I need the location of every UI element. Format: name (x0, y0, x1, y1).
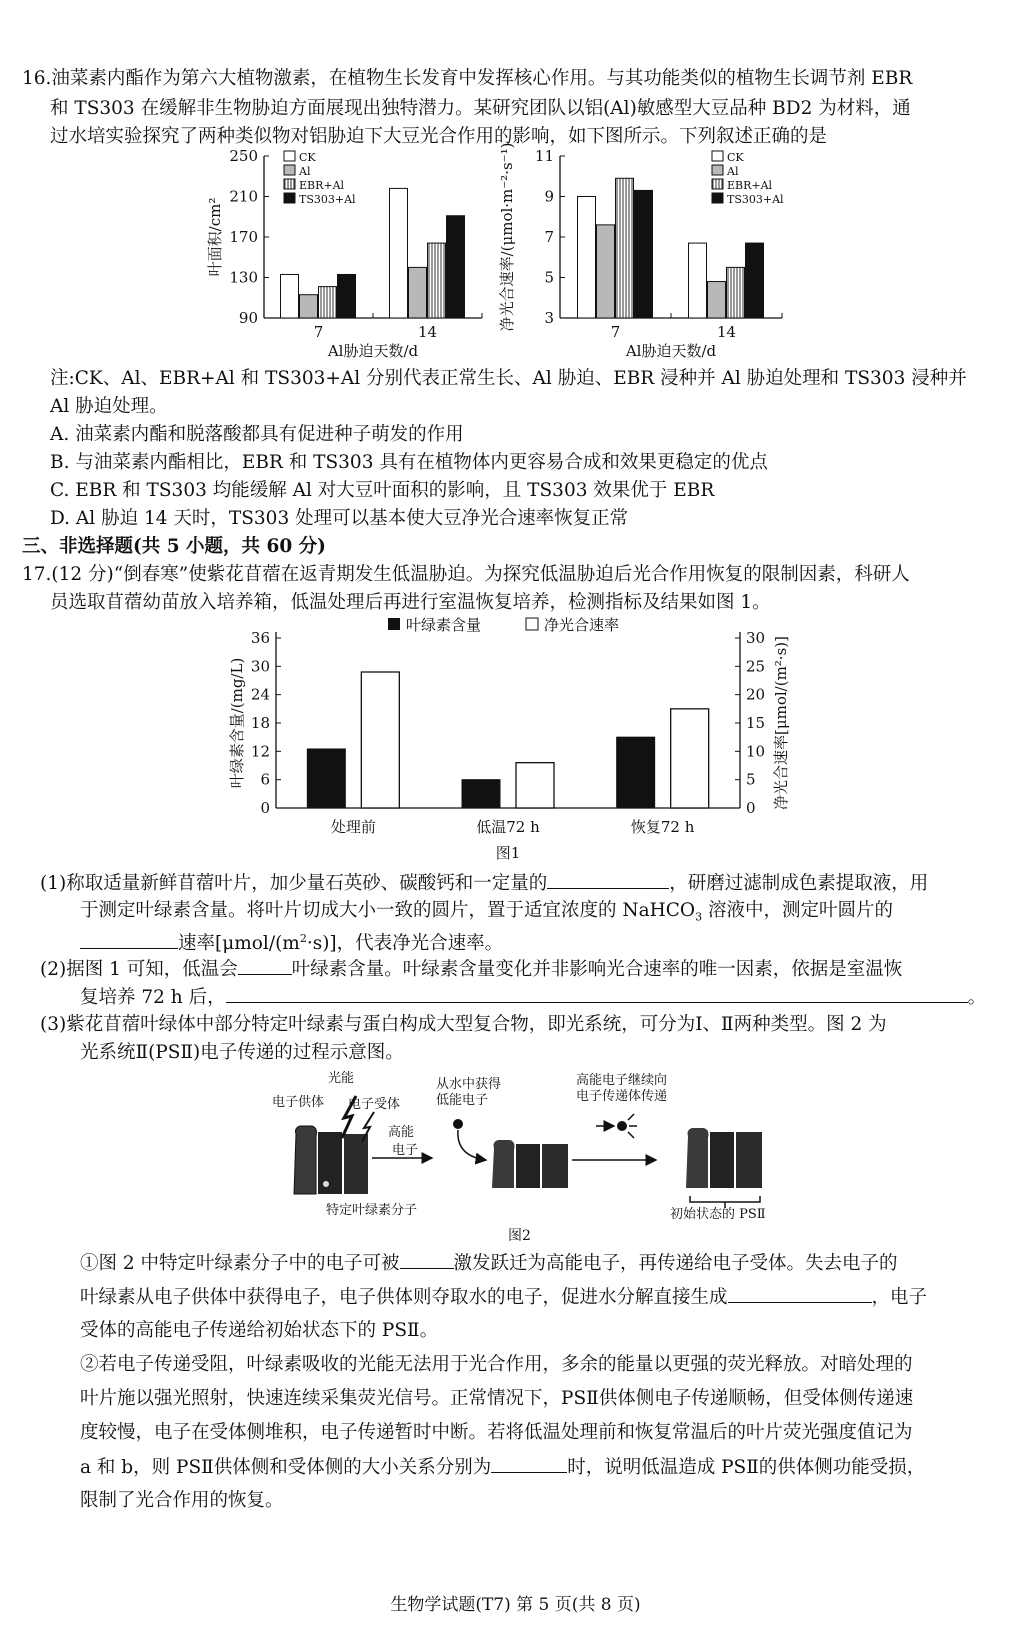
label-electron: 电子 (392, 1143, 419, 1158)
bar-net-photosynthesis (671, 709, 709, 808)
q16-option-c: C. EBR 和 TS303 均能缓解 Al 对大豆叶面积的影响，且 TS303 效果优于 EBR (50, 480, 715, 501)
legend-label: 叶绿素含量 (406, 616, 482, 634)
legend-label: EBR+Al (727, 179, 773, 192)
arrow (458, 1130, 486, 1160)
y-tick-label: 24 (250, 685, 270, 704)
y-tick-label: 18 (250, 714, 270, 732)
q17-part1-line3 (80, 926, 503, 957)
label-donor: 电子供体 (272, 1095, 325, 1110)
bar (338, 274, 356, 318)
legend-swatch (712, 165, 723, 175)
y-tick-label-right: 0 (746, 799, 756, 817)
bar (390, 188, 408, 318)
legend-label: TS303+Al (727, 193, 784, 206)
x-axis-label: Al胁迫天数/d (327, 342, 419, 360)
answer-blank-4[interactable] (226, 984, 968, 1003)
legend-swatch (526, 618, 538, 630)
bar (409, 267, 427, 318)
electron-acceptor-shape (736, 1132, 762, 1188)
q16-note-1: 注:CK、Al、EBR+Al 和 TS303+Al 分别代表正常生长、Al 胁迫、EBR 浸种并 Al 胁迫处理和 TS303 浸种并 (50, 368, 967, 389)
q17-p2-text-c: 复培养 72 h 后， (80, 987, 226, 1008)
figure2-diagram (260, 1066, 800, 1246)
electron-donor-shape (492, 1140, 515, 1188)
bar-net-photosynthesis (516, 763, 554, 808)
legend-swatch (712, 193, 723, 203)
glow-icon (628, 1114, 637, 1138)
y-tick-label: 0 (260, 799, 270, 817)
bar (727, 267, 745, 318)
y-tick-label: 11 (534, 147, 554, 165)
x-tick-label: 7 (610, 323, 621, 341)
y-axis-label-left: 叶绿素含量/(mg/L) (228, 657, 246, 789)
y-tick-label: 250 (229, 147, 258, 165)
x-tick-label: 恢复72 h (630, 818, 695, 836)
section-heading: 三、非选择题(共 5 小题，共 60 分) (22, 536, 326, 557)
answer-blank-5[interactable] (400, 1250, 454, 1269)
q17-s1-line1 (80, 1250, 898, 1277)
q17-s1-text-a: ①图 2 中特定叶绿素分子中的电子可被 (80, 1253, 400, 1274)
y-tick-label: 5 (544, 268, 554, 287)
legend-label: TS303+Al (299, 193, 356, 206)
page-footer: 生物学试题(T7) 第 5 页(共 8 页) (390, 1595, 641, 1615)
legend-swatch (712, 151, 723, 161)
high-energy-electron-icon (617, 1121, 627, 1131)
y-tick-label: 170 (229, 228, 258, 246)
q17-s1-line2 (80, 1284, 927, 1311)
q17-s1-text-d: ，电子 (871, 1287, 928, 1308)
chart-caption: 图1 (495, 844, 521, 862)
q17-p2-text-b: 叶绿素含量。叶绿素含量变化并非影响光合速率的唯一因素，依据是室温恢 (291, 959, 903, 980)
bar (428, 243, 446, 318)
y-tick-label: 7 (544, 228, 554, 246)
answer-blank-2[interactable] (80, 930, 178, 949)
q17-s2-line5: 限制了光合作用的恢复。 (80, 1490, 284, 1511)
label-continue-1: 高能电子继续向 (576, 1073, 668, 1088)
chlorophyll-shape (318, 1132, 342, 1194)
y-tick-label: 130 (229, 268, 258, 287)
x-tick-label: 7 (313, 323, 324, 341)
q17-p1-text-d: 溶液中，测定叶圆片的 (702, 900, 893, 921)
q16-option-a: A. 油菜素内酯和脱落酸都具有促进种子萌发的作用 (50, 424, 464, 445)
chlorophyll-shape (516, 1144, 540, 1188)
legend-label: Al (299, 165, 311, 178)
bar-chlorophyll (617, 737, 655, 808)
q17-s1-text-c: 叶绿素从电子供体中获得电子，电子供体则夺取水的电子，促进水分解直接生成 (80, 1287, 728, 1308)
q17-p1-text-f: ·s)]，代表净光合速率。 (306, 933, 504, 955)
q17-p1-text-a: (1)称取适量新鲜苜蓿叶片，加少量石英砂、碳酸钙和一定量的 (40, 873, 548, 894)
q17-s2-line4 (80, 1454, 925, 1481)
q17-p1-sup: 2 (299, 932, 307, 945)
q17-s2-line3: 度较慢，电子在受体侧堆积，电子传递暂时中断。若将低温处理前和恢复常温后的叶片荧光强度值记为 (80, 1422, 913, 1443)
legend-swatch (284, 151, 295, 161)
y-tick-label: 30 (250, 657, 270, 676)
q17-p1-text-b: ，研磨过滤制成色素提取液，用 (669, 873, 929, 894)
legend-label: Al (727, 165, 739, 178)
bar-chlorophyll (462, 780, 500, 808)
x-tick-label: 处理前 (330, 818, 376, 836)
electron-donor-shape (686, 1128, 709, 1188)
q17-p1-text-c: 于测定叶绿素含量。将叶片切成大小一致的圆片，置于适宜浓度的 NaHCO (80, 900, 696, 921)
y-tick-label: 3 (544, 309, 554, 327)
electron-acceptor-shape (344, 1134, 368, 1194)
chlorophyll-shape (710, 1132, 734, 1188)
bar (578, 197, 596, 319)
y-tick-label-right: 15 (746, 714, 766, 732)
bar (281, 274, 299, 318)
label-initial-ps: 初始状态的 PSⅡ (670, 1207, 766, 1222)
y-tick-label-right: 20 (746, 685, 766, 704)
q17-part1-line1 (40, 870, 928, 897)
electron-acceptor-shape (542, 1144, 568, 1188)
y-tick-label-right: 10 (746, 742, 766, 761)
y-axis-label: 叶面积/cm² (206, 197, 224, 277)
y-tick-label: 90 (238, 309, 258, 327)
q17-s1-text-b: 激发跃迁为高能电子，再传递给电子受体。失去电子的 (453, 1253, 898, 1274)
bar-net-photosynthesis (361, 672, 399, 808)
q17-intro-2: 员选取苜蓿幼苗放入培养箱，低温处理后再进行室温恢复培养，检测指标及结果如图 1。 (50, 592, 771, 613)
q17-part2-line2 (80, 984, 986, 1011)
q16-option-b: B. 与油菜素内酯相比，EBR 和 TS303 具有在植物体内更容易合成和效果更稳定的优点 (50, 452, 768, 473)
x-tick-label: 14 (716, 323, 737, 341)
bar (300, 295, 318, 318)
bar (447, 216, 465, 318)
bar (708, 282, 726, 318)
q17-p1-text-e: 速率[μmol/(m (178, 933, 300, 955)
bar-chlorophyll (307, 749, 345, 808)
label-from-water-1: 从水中获得 (436, 1077, 502, 1092)
legend-label: 净光合速率 (544, 616, 620, 634)
q17-part3-line2: 光系统Ⅱ(PSⅡ)电子传递的过程示意图。 (80, 1042, 404, 1063)
answer-blank-1[interactable] (547, 870, 669, 889)
legend-swatch (388, 618, 400, 630)
label-acceptor: 电子受体 (348, 1097, 401, 1112)
answer-blank-3[interactable] (238, 956, 292, 975)
q17-s2-text-b: 时，说明低温造成 PSⅡ的供体侧功能受损， (567, 1457, 926, 1478)
label-light: 光能 (328, 1071, 355, 1086)
bar (597, 225, 615, 318)
bar (635, 190, 653, 318)
y-tick-label-right: 5 (746, 770, 756, 789)
legend-swatch (284, 179, 295, 189)
label-from-water-2: 低能电子 (436, 1093, 489, 1108)
label-high-energy: 高能 (388, 1125, 415, 1140)
q17-s2-line2: 叶片施以强光照射，快速连续采集荧光信号。正常情况下，PSⅡ供体侧电子传递顺畅，但受体侧传递速 (80, 1388, 914, 1409)
answer-blank-6[interactable] (728, 1284, 872, 1303)
y-tick-label: 36 (250, 629, 270, 647)
answer-blank-7[interactable] (491, 1454, 567, 1473)
q16-note-2: Al 胁迫处理。 (50, 396, 168, 417)
q16-line-3: 过水培实验探究了两种类似物对铝胁迫下大豆光合作用的影响，如下图所示。下列叙述正确的是 (50, 126, 828, 147)
q16-option-d: D. Al 胁迫 14 天时，TS303 处理可以基本使大豆净光合速率恢复正常 (50, 508, 629, 529)
legend-label: CK (727, 151, 744, 164)
y-axis-label-right: 净光合速率[μmol/(m²·s)] (772, 636, 790, 810)
q17-part3-line1: (3)紫花苜蓿叶绿体中部分特定叶绿素与蛋白构成大型复合物，即光系统，可分为Ⅰ、Ⅱ两种类型。图 2 为 (40, 1014, 887, 1035)
figure2-caption: 图2 (508, 1228, 531, 1244)
net-photosynthesis-chart (490, 143, 820, 365)
legend-label: CK (299, 151, 316, 164)
leaf-area-chart (200, 143, 520, 365)
electron-donor-shape (294, 1126, 317, 1194)
label-continue-2: 电子传递体传递 (576, 1089, 668, 1104)
q17-intro-1: 17.(12 分)“倒春寒”使紫花苜蓿在返青期发生低温胁迫。为探究低温胁迫后光合作用恢复的限制因素，科研人 (22, 564, 910, 585)
y-tick-label: 6 (260, 770, 270, 789)
bar (319, 287, 337, 318)
x-tick-label: 低温72 h (476, 818, 540, 836)
bar (689, 243, 707, 318)
middle-complex (492, 1140, 568, 1188)
y-axis-label: 净光合速率/(μmol·m⁻²·s⁻¹) (498, 143, 516, 332)
legend-swatch (284, 165, 295, 175)
q17-p1-sub: 3 (695, 910, 703, 924)
y-tick-label-right: 25 (746, 657, 766, 676)
label-special-chlorophyll: 特定叶绿素分子 (326, 1203, 418, 1218)
legend-label: EBR+Al (299, 179, 345, 192)
q16-line-2: 和 TS303 在缓解非生物胁迫方面展现出独特潜力。某研究团队以铝(Al)敏感型大豆品种 BD2 为材料，通 (50, 98, 911, 119)
q17-p2-text-d: 。 (967, 987, 987, 1008)
legend-swatch (712, 179, 723, 189)
q17-s2-text-a: a 和 b，则 PSⅡ供体侧和受体侧的大小关系分别为 (80, 1457, 492, 1478)
x-tick-label: 14 (417, 323, 438, 341)
x-axis-label: Al胁迫天数/d (625, 342, 717, 360)
q17-part2-line1 (40, 956, 902, 983)
y-tick-label-right: 30 (746, 629, 766, 647)
figure1-chart (220, 612, 800, 867)
electron-dot (323, 1181, 329, 1187)
q16-line-1: 16.油菜素内酯作为第六大植物激素，在植物生长发育中发挥核心作用。与其功能类似的植物生长调节剂 EBR (22, 68, 913, 89)
q17-p2-text-a: (2)据图 1 可知，低温会 (40, 959, 238, 980)
q17-s2-line1: ②若电子传递受阻，叶绿素吸收的光能无法用于光合作用，多余的能量以更强的荧光释放。对暗处理的 (80, 1354, 913, 1375)
bar (616, 178, 634, 318)
y-tick-label: 12 (250, 742, 270, 761)
y-tick-label: 9 (544, 187, 554, 206)
q17-s1-line3: 受体的高能电子传递给初始状态下的 PSⅡ。 (80, 1320, 439, 1341)
y-tick-label: 210 (229, 187, 258, 206)
legend-swatch (284, 193, 295, 203)
final-complex (686, 1128, 762, 1188)
initial-complex (294, 1126, 368, 1194)
low-energy-electron-icon (453, 1119, 463, 1129)
bar (746, 243, 764, 318)
